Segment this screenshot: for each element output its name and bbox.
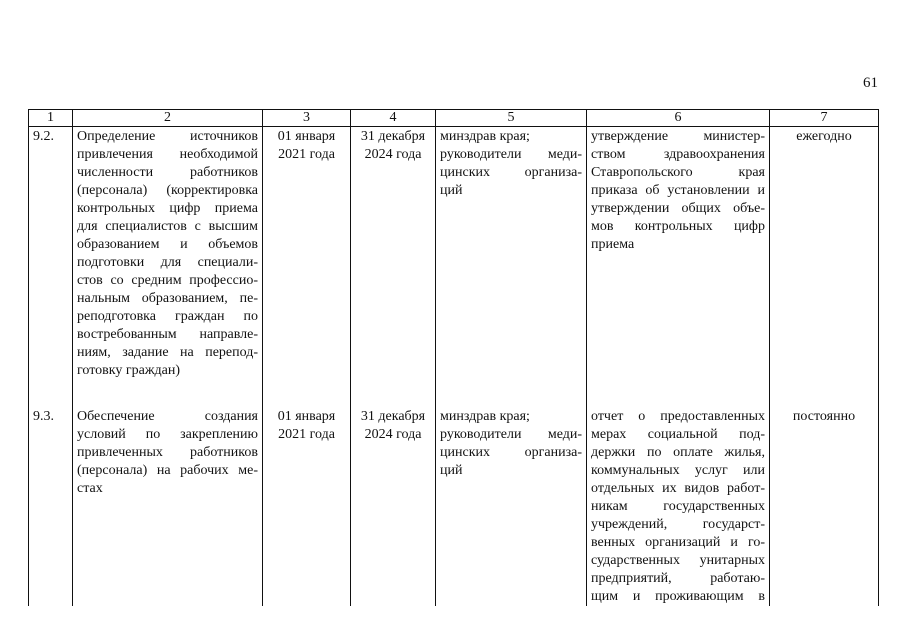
- row-number: 9.3.: [29, 408, 73, 606]
- table-row: [29, 408, 879, 606]
- table-row: [29, 127, 879, 409]
- col-header-3: 3: [263, 110, 351, 127]
- activity-cell: Обеспечение создания условий по закреплению привлеченных работников (персонала) на рабочих ме- стах: [73, 408, 263, 606]
- start-date-cell: 01 января 2021 года: [263, 408, 351, 606]
- start-date-cell: 01 января 2021 года: [263, 127, 351, 409]
- frequency-cell: ежегодно: [770, 127, 879, 409]
- col-header-2: 2: [73, 110, 263, 127]
- col-header-4: 4: [351, 110, 436, 127]
- header-row: [29, 110, 879, 127]
- activity-cell: Определение источников привлечения необходимой численности работников (персонала) (корректировка контрольных цифр приема для специалистов с высшим образованием и объемов подготовки для специали- стов со средним профессио- нальным образованием, пе- реподготовка граждан по востребованным направле- ниям, задание на перепод- готовку граждан): [73, 127, 263, 409]
- col-header-7: 7: [770, 110, 879, 127]
- result-cell: отчет о предоставленных мерах социальной под- держки по оплате жилья, коммунальных услуг или отдельных их видов работ- никам государственных учреждений, государст- венных организаций и го- сударственных унитарных предприятий, работаю- щим и проживающим в: [587, 408, 770, 606]
- frequency-cell: постоянно: [770, 408, 879, 606]
- col-header-1: 1: [29, 110, 73, 127]
- col-header-5: 5: [436, 110, 587, 127]
- end-date-cell: 31 декабря 2024 года: [351, 127, 436, 409]
- result-cell: утверждение министер- ством здравоохранения Ставропольского края приказа об установлении и утверждении общих объе- мов контрольных цифр приема: [587, 127, 770, 409]
- end-date-cell: 31 декабря 2024 года: [351, 408, 436, 606]
- row-number: 9.2.: [29, 127, 73, 409]
- plan-table: [28, 109, 879, 606]
- responsible-cell: минздрав края; руководители меди- цинских организа- ций: [436, 127, 587, 409]
- responsible-cell: минздрав края; руководители меди- цинских организа- ций: [436, 408, 587, 606]
- col-header-6: 6: [587, 110, 770, 127]
- page-number: 61: [863, 75, 878, 91]
